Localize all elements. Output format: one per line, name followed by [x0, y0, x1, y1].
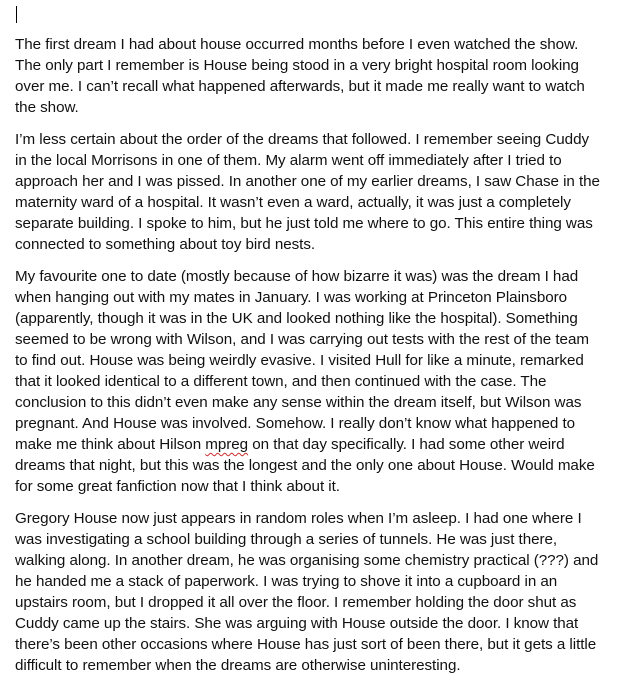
text-line: (apparently, though it was in the UK and looked nothing like the hospital). Something: [15, 310, 578, 327]
text-line: seemed to be wrong with Wilson, and I was carrying out tests with the rest of the team: [15, 331, 589, 348]
text-line: to find out. House was being weirdly evasive. I visited Hull for like a minute, remarked: [15, 352, 584, 369]
paragraph-2[interactable]: [15, 129, 627, 255]
text-line: Cuddy came up the stairs. She was arguing with House outside the door. I know that: [15, 615, 579, 632]
text-line: walking along. In another dream, he was organising some chemistry practical (???) and: [15, 552, 599, 569]
text-line: difficult to remember when the dreams are otherwise uninteresting.: [15, 657, 461, 674]
text-line: upstairs room, but I dropped it all over the floor. I remember holding the door shut as: [15, 594, 577, 611]
text-line: I’m less certain about the order of the dreams that followed. I remember seeing Cuddy: [15, 131, 590, 148]
text-line: connected to something about toy bird nests.: [15, 236, 316, 253]
text-line: over me. I can’t recall what happened afterwards, but it made me really want to watch: [15, 78, 585, 95]
text-line: maternity ward of a hospital. It wasn’t even a ward, actually, it was just a completely: [15, 194, 571, 211]
text-line: Gregory House now just appears in random roles when I’m asleep. I had one where I: [15, 510, 582, 527]
text-line: he handed me a stack of paperwork. I was trying to shove it into a cupboard in an: [15, 573, 558, 590]
text-line: the show.: [15, 99, 79, 116]
text-line: conclusion to this didn’t even make any sense within the dream itself, but Wilson was: [15, 394, 582, 411]
text-line: separate building. I spoke to him, but he just told me where to go. This entire thing was: [15, 215, 593, 232]
text-line: in the local Morrisons in one of them. My alarm went off immediately after I tried to: [15, 152, 562, 169]
text-line-with-spelling-flag: [15, 434, 627, 455]
text-line: when hanging out with my mates in January. I was working at Princeton Plainsboro: [15, 289, 568, 306]
text-line: The first dream I had about house occurred months before I even watched the show.: [15, 36, 579, 53]
text-line: was investigating a school building through a series of tunnels. He was just there,: [15, 531, 558, 548]
text-line: My favourite one to date (mostly because of how bizarre it was) was the dream I had: [15, 268, 579, 285]
text-line: there’s been other occasions where House has just sort of been there, but it gets a little: [15, 636, 597, 653]
text-line: dreams that night, but this was the longest and the only one about House. Would make: [15, 457, 595, 474]
text-segment: on that day specifically. I had some other weird: [248, 436, 565, 453]
text-line: The only part I remember is House being stood in a very bright hospital room looking: [15, 57, 579, 74]
paragraph-1[interactable]: [15, 34, 627, 118]
text-line: approach her and I was pissed. In another one of my earlier dreams, I saw Chase in the: [15, 173, 600, 190]
text-line: for some great fanfiction now that I think about it.: [15, 478, 340, 495]
paragraph-3[interactable]: [15, 266, 627, 497]
paragraph-4[interactable]: [15, 508, 627, 676]
spelling-error-word[interactable]: mpreg: [205, 436, 249, 453]
text-segment: make me think about Hilson: [15, 436, 206, 453]
document-body[interactable]: [15, 34, 627, 687]
text-cursor: [16, 6, 17, 23]
text-line: that it looked identical to a different town, and then continued with the case. The: [15, 373, 547, 390]
text-line: pregnant. And House was involved. Somehow. I really don’t know what happened to: [15, 415, 576, 432]
